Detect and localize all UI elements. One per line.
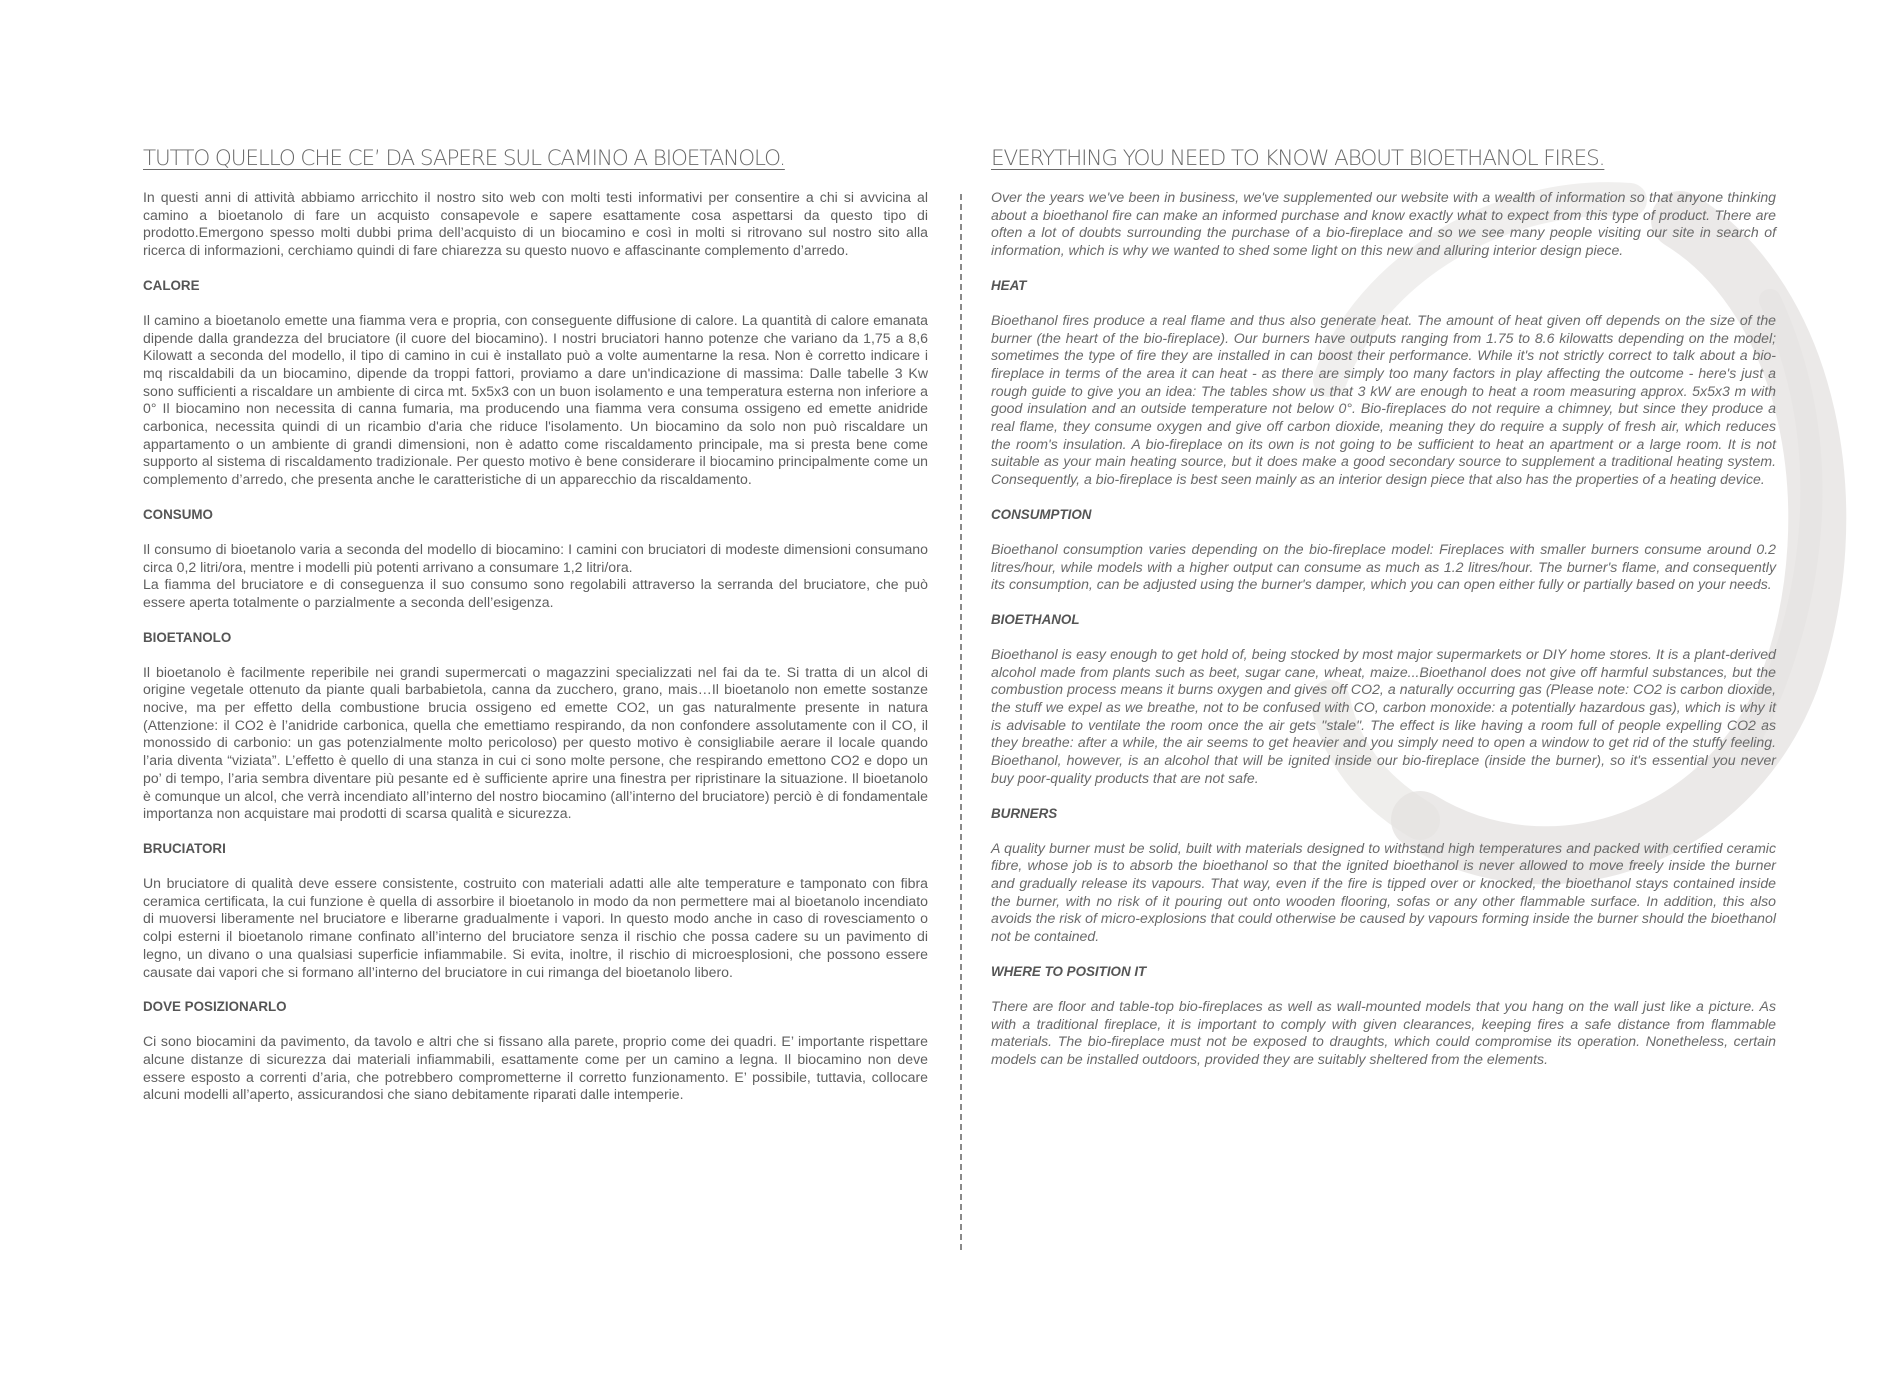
column-divider <box>960 194 962 1250</box>
body-bioethanol: Bioethanol is easy enough to get hold of, being stocked by most major supermarkets or DIY home stores. It is a plant-derived alcohol made from plants such as beet, sugar cane, wheat, maize...Bioethanol does not give off harmful substances, but the combustion process means it burns oxygen and gives off CO2, a naturally occurring gas (Please note: CO2 is carbon dioxide, the stuff we expel as we breathe, not to be confused with CO, carbon monoxide: a potentially hazardous gas), which is why it is advisable to ventilate the room once the air gets "stale". The effect is like having a room full of people expelling CO2 as they breathe: after a while, the air seems to get heavier and you simply need to open a window to get rid of the stuffy feeling. Bioethanol, however, is an alcohol that will be ignited inside our bio-fireplace (inside the burner), so it's essential you never buy poor-quality products that are not safe. <box>991 645 1776 786</box>
body-consumo: Il consumo di bioetanolo varia a seconda del modello di biocamino: I camini con bruciatori di modeste dimensioni consumano circa 0,2 litri/ora, mentre i modelli più potenti arrivano a consumare 1,2 litri/ora. La fiamma del bruciatore e di conseguenza il suo consumo sono regolabili attraverso la serranda del bruciatore, che può essere aperta totalmente o parzialmente a seconda dell’esigenza. <box>143 540 928 610</box>
heading-burners: BURNERS <box>991 805 1058 821</box>
heading-consumo: CONSUMO <box>143 506 213 522</box>
body-where-to-position: There are floor and table-top bio-fireplaces as well as wall-mounted models that you hang on the wall just like a picture. As with a traditional fireplace, it is important to comply with given clearances, keeping fires a safe distance from flammable materials. The bio-fireplace must not be exposed to draughts, which could compromise its operation. Nonetheless, certain models can be installed outdoors, provided they are suitably sheltered from the elements. <box>991 997 1776 1067</box>
heading-bioetanolo: BIOETANOLO <box>143 629 232 645</box>
heading-bruciatori: BRUCIATORI <box>143 840 226 856</box>
body-consumption: Bioethanol consumption varies depending on the bio-fireplace model: Fireplaces with smaller burners consume around 0.2 litres/hour, while models with a higher output can consume as much as 1.2 litres/hour. The burner's flame, and consequently its consumption, can be adjusted using the burner's damper, which you can open either fully or partially based on your needs. <box>991 540 1776 593</box>
body-dove-posizionarlo: Ci sono biocamini da pavimento, da tavolo e altri che si fissano alla parete, proprio come dei quadri. E’ importante rispettare alcune distanze di sicurezza dai materiali infiammabili, esattamente come per un camino a legna. Il biocamino non deve essere esposto a correnti d’aria, che potrebbero comprometterne il corretto funzionamento. E’ possibile, tuttavia, collocare alcuni modelli all’aperto, assicurandosi che siano debitamente riparati dalle intemperie. <box>143 1033 928 1103</box>
english-column <box>991 146 1776 1069</box>
italian-intro: In questi anni di attività abbiamo arricchito il nostro sito web con molti testi informativi per consentire a chi si avvicina al camino a bioetanolo di fare un acquisto consapevole e sapere esattamente cosa aspettarsi da questo tipo di prodotto.Emergono spesso molti dubbi prima dell’acquisto di un biocamino e così in molti si ritrovano sul nostro sito alla ricerca di informazioni, cerchiamo quindi di fare chiarezza su questo nuovo e affascinante complemento d’arredo. <box>143 189 928 259</box>
italian-column <box>143 146 928 1104</box>
heading-calore: CALORE <box>143 277 200 293</box>
heading-heat: HEAT <box>991 277 1027 293</box>
heading-bioethanol: BIOETHANOL <box>991 611 1080 627</box>
english-title: EVERYTHING YOU NEED TO KNOW ABOUT BIOETHANOL FIRES. <box>991 146 1605 171</box>
body-bruciatori: Un bruciatore di qualità deve essere consistente, costruito con materiali adatti alle alte temperature e tamponato con fibra ceramica certificata, la cui funzione è quella di assorbire il bioetanolo in modo da non permettere mai al bioetanolo incendiato di muoversi liberamente nel bruciatore e liberarne gradualmente i vapori. In questo modo anche in caso di rovesciamento o colpi esterni il bioetanolo rimane confinato all’interno del bruciatore senza il rischio che possa cadere su un pavimento di legno, un divano o una qualsiasi superficie infiammabile. Si evita, inoltre, il rischio di microesplosioni, che possono essere causate dai vapori che si formano all’interno del bruciatore in cui rimanga del bioetanolo libero. <box>143 874 928 980</box>
body-burners: A quality burner must be solid, built with materials designed to withstand high temperatures and packed with certified ceramic fibre, whose job is to absorb the bioethanol so that the ignited bioethanol is never allowed to move freely inside the burner and gradually release its vapours. That way, even if the fire is tipped over or knocked, the bioethanol stays contained inside the burner, with no risk of it pouring out onto wooden flooring, sofas or any other flammable surface. In addition, this also avoids the risk of micro-explosions that could otherwise be caused by vapours forming inside the burner should the bioethanol not be contained. <box>991 839 1776 945</box>
english-intro: Over the years we've been in business, we've supplemented our website with a wealth of information so that anyone thinking about a bioethanol fire can make an informed purchase and know exactly what to expect from this type of product. There are often a lot of doubts surrounding the purchase of a bio-fireplace and so we see many people visiting our site in search of information, which is why we wanted to shed some light on this new and alluring interior design piece. <box>991 189 1776 259</box>
body-calore: Il camino a bioetanolo emette una fiamma vera e propria, con conseguente diffusione di calore. La quantità di calore emanata dipende dalla grandezza del bruciatore (il cuore del biocamino). I nostri bruciatori hanno potenze che variano da 1,75 a 8,6 Kilowatt a seconda del modello, il tipo di camino in cui è installato può a volte aumentarne la resa. Non è corretto indicare i mq riscaldabili da un biocamino, dipende da troppi fattori, proviamo a dare un'indicazione di massima: Dalle tabelle 3 Kw sono sufficienti a riscaldare un ambiente di circa mt. 5x5x3 con un buon isolamento e una temperatura esterna non inferiore a 0° Il biocamino non necessita di canna fumaria, ma producendo una fiamma vera consuma ossigeno ed emette anidride carbonica, necessita quindi di un ricambio d'aria che riduce l'isolamento. Un biocamino da solo non può riscaldare un appartamento o un ambiente di grandi dimensioni, non è adatto come riscaldamento principale, ma si presta bene come supporto al sistema di riscaldamento tradizionale. Per questo motivo è bene considerare il biocamino principalmente come un complemento d’arredo, che presenta anche le caratteristiche di un apparecchio da riscaldamento. <box>143 311 928 488</box>
heading-dove-posizionarlo: DOVE POSIZIONARLO <box>143 999 287 1015</box>
body-heat: Bioethanol fires produce a real flame and thus also generate heat. The amount of heat given off depends on the size of the burner (the heart of the bio-fireplace). Our burners have outputs ranging from 1.75 to 8.6 kilowatts depending on the model; sometimes the type of fire they are installed in can boost their performance. While it's not strictly correct to talk about a bio-fireplace in terms of the area it can heat - as there are simply too many factors in play affecting the outcome - here's just a rough guide to give you an idea: The tables show us that 3 kW are enough to heat a room measuring approx. 5x5x3 m with good insulation and an outside temperature not below 0°. Bio-fireplaces do not require a chimney, but since they produce a real flame, they consume oxygen and give off carbon dioxide, meaning they do require a supply of fresh air, which reduces the room's insulation. A bio-fireplace on its own is not going to be sufficient to heat an apartment or a large room. It is not suitable as your main heating source, but it does make a good secondary source to supplement a traditional heating system. Consequently, a bio-fireplace is best seen mainly as an interior design piece that also has the properties of a heating device. <box>991 311 1776 488</box>
heading-consumption: CONSUMPTION <box>991 506 1092 522</box>
italian-title: TUTTO QUELLO CHE CE’ DA SAPERE SUL CAMINO A BIOETANOLO. <box>143 146 785 171</box>
body-bioetanolo: Il bioetanolo è facilmente reperibile nei grandi supermercati o magazzini specializzati nel fai da te. Si tratta di un alcol di origine vegetale ottenuto da piante quali barbabietola, canna da zucchero, grano, mais…Il bioetanolo non emette sostanze nocive, ma per effetto della combustione brucia ossigeno ed emette CO2, un gas naturalmente presente in natura (Attenzione: il CO2 è l’anidride carbonica, quella che emettiamo respirando, da non confondere assolutamente con il CO, il monossido di carbonio: un gas potenzialmente molto pericoloso) per questo motivo è consigliabile aerare il locale quando l’aria diventa “viziata”. L’effetto è quello di una stanza in cui ci sono molte persone, che respirando emettono CO2 e dopo un po’ di tempo, l’aria sembra diventare più pesante ed è sufficiente aprire una finestra per ripristinare la situazione. Il bioetanolo è comunque un alcol, che verrà incendiato all’interno del nostro biocamino (all’interno del bruciatore) perciò è di fondamentale importanza non acquistare mai prodotti di scarsa qualità e sicurezza. <box>143 663 928 822</box>
heading-where-to-position: WHERE TO POSITION IT <box>991 963 1147 979</box>
